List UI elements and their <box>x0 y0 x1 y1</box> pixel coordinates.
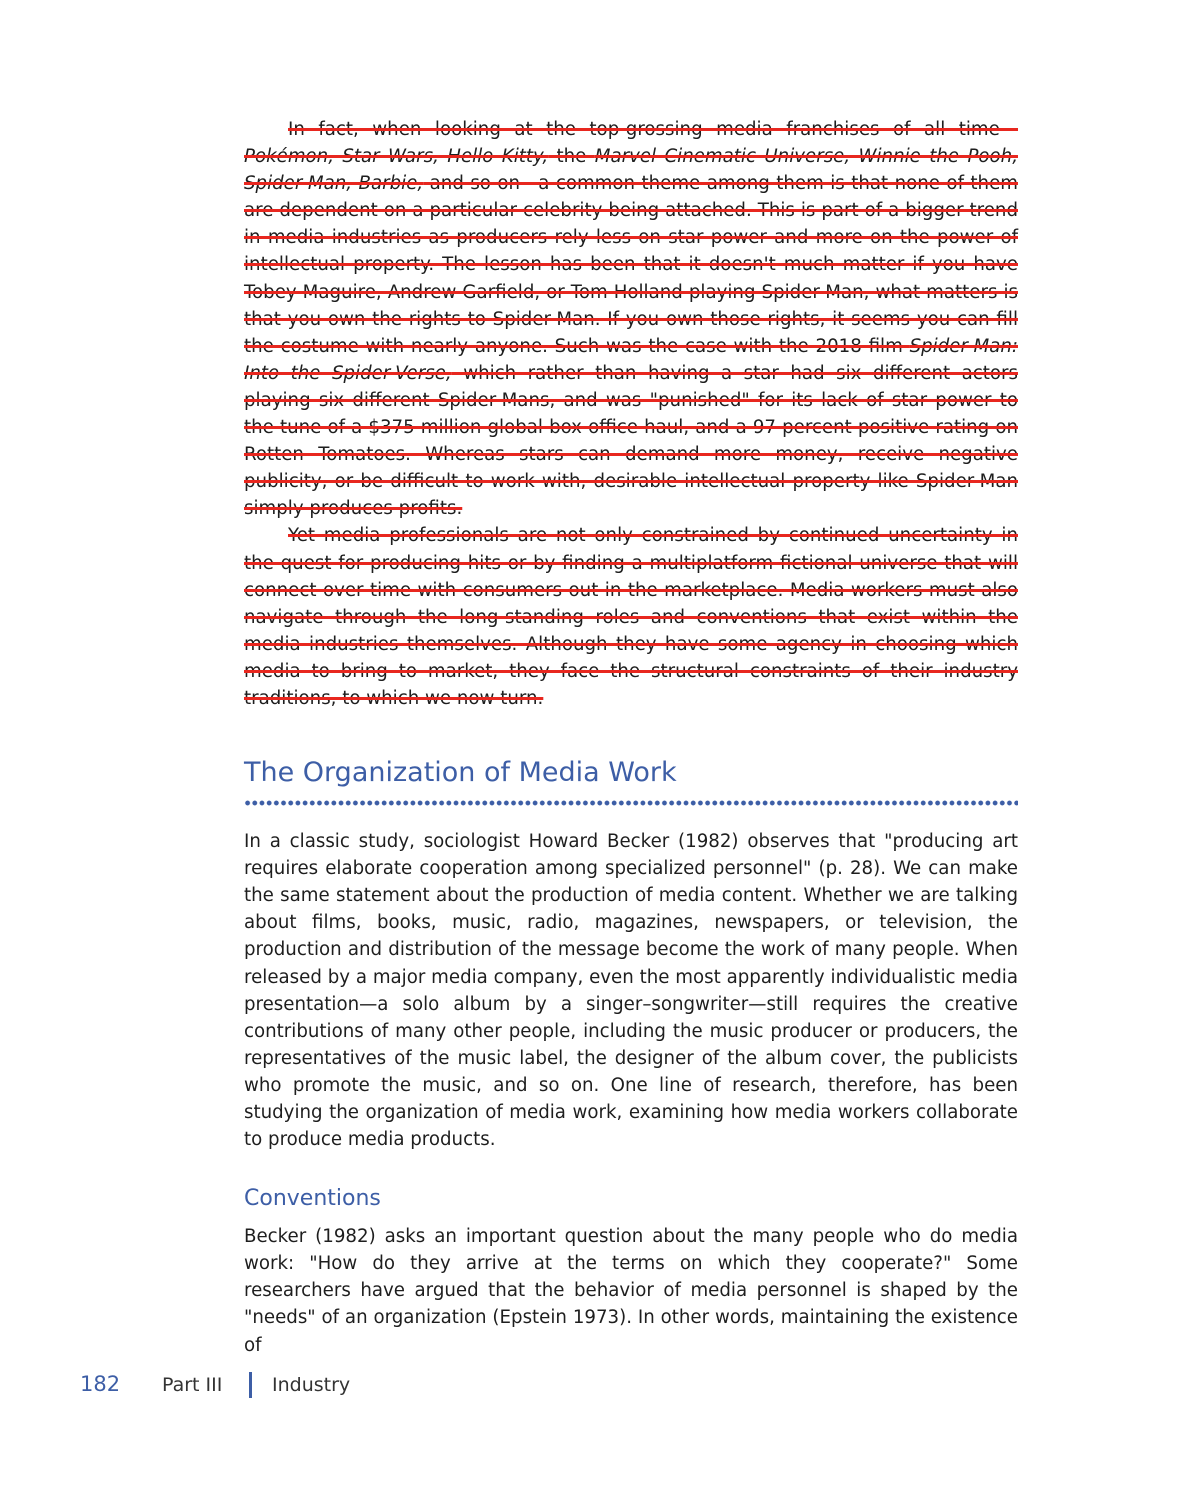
section-heading: The Organization of Media Work <box>244 757 677 789</box>
text-run: In fact, when looking at the top-grossing media franchises of all time— <box>288 119 1018 140</box>
struck-paragraph-1 <box>244 116 1018 522</box>
italic-film-title: Spider-Man: Into the Spider-Verse, <box>244 335 1018 384</box>
text-run: which rather than having a star had six different actors playing six different Spider-Mans, and was "punished" for its lack of star power to the tune of a $375 million global box office haul, and a 97 percent positive rating on Rotten Tomatoes. Whereas stars can demand more money, receive negative publicity, or be difficult to work with, desirable intellectual property like Spider-Man simply produces profits. <box>244 362 1019 520</box>
struck-paragraph-2: Yet media professionals are not only constrained by continued uncertainty in the quest for producing hits or by finding a multiplatform fictional universe that will connect over time with consumers out in the marketplace. Media workers must also navigate through the long-standing roles and conventions that exist within the media industries themselves. Although they have some agency in choosing which media to bring to market, they face the structural constraints of their industry traditions, to which we now turn. <box>244 525 1018 709</box>
page-body <box>244 116 1018 1359</box>
text-run: and so on—a common theme among them is that none of them are dependent on a particular celebrity being attached. This is part of a bigger trend in media industries as producers rely less on star power and more on the power of intellectual property. The lesson has been that it doesn't much matter if you have Tobey Maguire, Andrew Garfield, or Tom Holland playing Spider-Man, what matters is that you own the rights to Spider-Man. If you own those rights, it seems you can fill the costume with nearly anyone. Such was the case with the 2018 film <box>244 173 1018 357</box>
footer-divider <box>249 1372 252 1398</box>
section-label: Industry <box>272 1374 351 1396</box>
italic-titles: Marvel Cinematic Universe, Winnie the Pooh, Spider-Man, Barbie, <box>244 146 1018 195</box>
italic-titles: Pokémon, Star Wars, Hello Kitty, <box>244 146 549 168</box>
dotted-rule <box>244 800 1018 806</box>
sub-paragraph: Becker (1982) asks an important question about the many people who do media work: "How do they arrive at the terms on which they cooperate?" Some researchers have argued that the behavior of media personnel is shaped by the "needs" of an organization (Epstein 1973). In other words, maintaining the existence of <box>244 1226 1018 1356</box>
subheading: Conventions <box>244 1186 381 1212</box>
text-run: the <box>548 146 595 168</box>
section-paragraph: In a classic study, sociologist Howard Becker (1982) observes that "producing art requires elaborate cooperation among specialized personnel" (p. 28). We can make the same statement about the production of media content. Whether we are talking about films, books, music, radio, magazines, newspapers, or television, the production and distribution of the message become the work of many people. When released by a major media company, even the most apparently individualistic media presentation—a solo album by a singer–songwriter—still requires the creative contributions of many other people, including the music producer or producers, the representatives of the music label, the designer of the album cover, the publicists who promote the music, and so on. One line of research, therefore, has been studying the organization of media work, examining how media workers collaborate to produce media products. <box>244 831 1018 1151</box>
page-number: 182 <box>80 1372 121 1396</box>
part-label: Part III <box>162 1374 223 1396</box>
